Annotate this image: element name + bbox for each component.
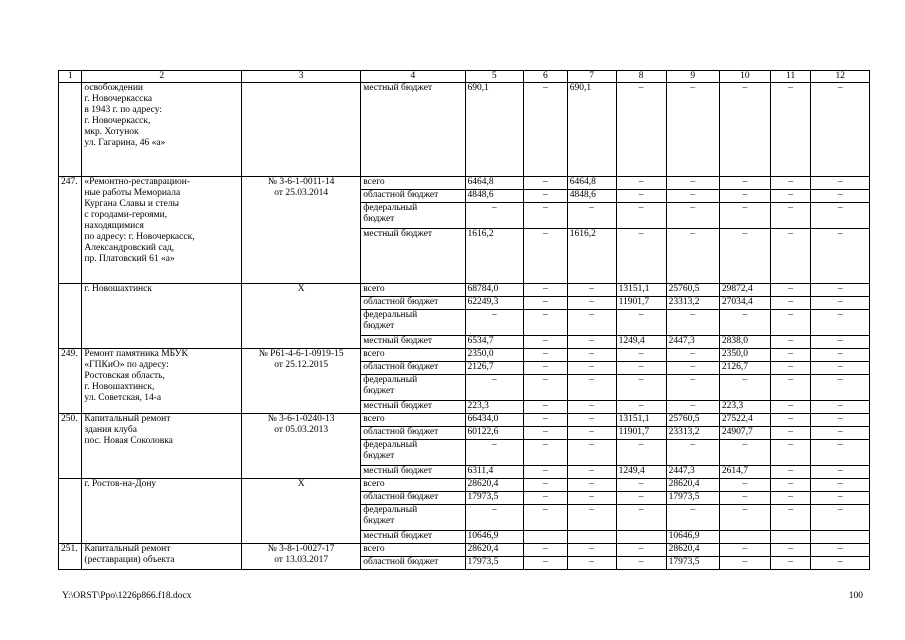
footer-file-path: Y:\ORST\Ppo\1226p866.f18.docx [62,591,192,601]
amount-cell: – [524,544,568,557]
amount-cell: 17973,5 [666,492,719,505]
amount-cell: 13151,1 [616,284,666,297]
amount-cell: 66434,0 [465,414,524,427]
amount-cell: – [770,349,810,362]
amount-cell: – [770,466,810,479]
amount-cell: – [616,544,666,557]
amount-cell: 68784,0 [465,284,524,297]
amount-cell: – [770,492,810,505]
amount-cell: – [465,505,524,531]
amount-cell: – [666,203,719,229]
amount-cell: – [616,362,666,375]
amount-cell: 4848,6 [465,190,524,203]
document-number-cell: № 3-8-1-0027-17 от 13.03.2017 [242,544,361,570]
amount-cell: 28620,4 [465,544,524,557]
amount-cell: – [567,479,616,492]
amount-cell: – [524,466,568,479]
document-number-cell: Х [242,479,361,544]
header-cell: 6 [524,71,568,83]
amount-cell: – [770,83,810,177]
amount-cell: – [770,203,810,229]
amount-cell: – [811,362,870,375]
amount-cell: 25760,5 [666,414,719,427]
amount-cell: – [666,505,719,531]
amount-cell: – [524,297,568,310]
amount-cell: – [666,401,719,414]
amount-cell [719,531,770,544]
object-description-cell: «Ремонтно-реставрацион- ные работы Мемориала Кургана Славы и стелы с городами-героями, находящимися по адресу: г. Новочеркасск, Александровский сад, пр. Платовский 61 «а» [82,177,242,284]
amount-cell: – [616,190,666,203]
amount-cell: – [770,557,810,570]
amount-cell: – [567,375,616,401]
amount-cell: – [770,414,810,427]
amount-cell: – [719,557,770,570]
amount-cell: – [719,375,770,401]
funding-source-cell: всего [361,177,465,190]
funding-source-cell: всего [361,284,465,297]
amount-cell: 223,3 [719,401,770,414]
amount-cell: – [524,479,568,492]
amount-cell: – [666,440,719,466]
row-number-cell [59,83,82,177]
funding-source-cell: местный бюджет [361,83,465,177]
amount-cell: – [719,440,770,466]
amount-cell: – [811,229,870,284]
table-row [59,177,870,190]
document-number-cell: № 3-6-1-0011-14 от 25.03.2014 [242,177,361,284]
object-description-cell: Ремонт памятника МБУК «ГПКиО» по адресу: Ростовская область, г. Новошахтинск, ул. Советская, 14-а [82,349,242,414]
amount-cell: 17973,5 [666,557,719,570]
amount-cell: – [465,375,524,401]
amount-cell: – [811,557,870,570]
amount-cell: – [567,310,616,336]
amount-cell: – [719,229,770,284]
header-cell: 3 [242,71,361,83]
amount-cell: – [616,479,666,492]
amount-cell: – [524,177,568,190]
amount-cell: – [616,505,666,531]
amount-cell: – [524,83,568,177]
amount-cell: – [666,310,719,336]
amount-cell: – [524,349,568,362]
amount-cell: 1616,2 [567,229,616,284]
amount-cell: – [524,284,568,297]
funding-source-cell: местный бюджет [361,531,465,544]
amount-cell: – [524,427,568,440]
amount-cell: – [524,362,568,375]
amount-cell: – [811,401,870,414]
amount-cell: – [811,544,870,557]
amount-cell: – [770,229,810,284]
amount-cell: 2350,0 [719,349,770,362]
amount-cell: 10646,9 [666,531,719,544]
amount-cell: – [567,466,616,479]
amount-cell: – [567,492,616,505]
amount-cell: 27522,4 [719,414,770,427]
amount-cell: – [770,427,810,440]
amount-cell: – [811,203,870,229]
funding-source-cell: областной бюджет [361,190,465,203]
header-cell: 12 [811,71,870,83]
document-number-cell [242,83,361,177]
amount-cell: – [719,203,770,229]
amount-cell: – [719,544,770,557]
amount-cell: – [616,401,666,414]
amount-cell: – [770,190,810,203]
amount-cell: – [666,177,719,190]
amount-cell: 2126,7 [465,362,524,375]
amount-cell: – [524,414,568,427]
amount-cell: – [567,557,616,570]
amount-cell: 17973,5 [465,492,524,505]
amount-cell: 2447,3 [666,466,719,479]
funding-source-cell: местный бюджет [361,466,465,479]
funding-source-cell: федеральный бюджет [361,505,465,531]
amount-cell: – [719,492,770,505]
amount-cell: – [719,479,770,492]
amount-cell: 17973,5 [465,557,524,570]
row-number-cell [59,284,82,349]
amount-cell: – [524,505,568,531]
amount-cell: – [770,544,810,557]
amount-cell: – [666,83,719,177]
amount-cell: – [567,414,616,427]
amount-cell: – [567,284,616,297]
amount-cell: – [567,401,616,414]
amount-cell: – [567,505,616,531]
amount-cell: – [666,349,719,362]
amount-cell: 10646,9 [465,531,524,544]
row-number-cell: 249. [59,349,82,414]
footer-page-number: 100 [848,591,863,601]
amount-cell: 28620,4 [465,479,524,492]
object-description-cell: Капитальный ремонт здания клуба пос. Новая Соколовка [82,414,242,479]
funding-source-cell: областной бюджет [361,492,465,505]
amount-cell: – [811,375,870,401]
amount-cell: – [465,440,524,466]
amount-cell: – [616,229,666,284]
amount-cell: – [719,83,770,177]
amount-cell: – [524,401,568,414]
header-cell: 5 [465,71,524,83]
budget-table [58,70,870,570]
amount-cell: 2350,0 [465,349,524,362]
amount-cell: – [616,492,666,505]
amount-cell: – [567,203,616,229]
amount-cell: – [616,83,666,177]
header-row [59,71,870,83]
amount-cell: – [524,375,568,401]
funding-source-cell: всего [361,414,465,427]
row-number-cell: 251. [59,544,82,570]
amount-cell: – [465,310,524,336]
amount-cell: – [811,414,870,427]
amount-cell: – [616,310,666,336]
amount-cell: – [811,284,870,297]
amount-cell: – [666,190,719,203]
amount-cell: – [567,297,616,310]
table-row [59,544,870,557]
amount-cell [524,531,568,544]
object-description-cell: освобождении г. Новочеркасска в 1943 г. по адресу: г. Новочеркасск, мкр. Хотунок ул. Гагарина, 46 «а» [82,83,242,177]
amount-cell: – [811,492,870,505]
amount-cell: – [567,427,616,440]
amount-cell: – [524,336,568,349]
header-cell: 8 [616,71,666,83]
amount-cell [616,531,666,544]
header-cell: 2 [82,71,242,83]
table-row [59,349,870,362]
row-number-cell: 247. [59,177,82,284]
amount-cell: 28620,4 [666,479,719,492]
amount-cell [567,531,616,544]
funding-source-cell: местный бюджет [361,229,465,284]
funding-source-cell: областной бюджет [361,557,465,570]
amount-cell: – [524,440,568,466]
amount-cell: – [524,492,568,505]
amount-cell: – [524,310,568,336]
table-row [59,83,870,177]
amount-cell: 223,3 [465,401,524,414]
funding-source-cell: местный бюджет [361,336,465,349]
amount-cell: 13151,1 [616,414,666,427]
object-description-cell: г. Новошахтинск [82,284,242,349]
amount-cell: – [811,336,870,349]
funding-source-cell: всего [361,349,465,362]
header-cell: 1 [59,71,82,83]
amount-cell: – [524,190,568,203]
amount-cell: – [770,505,810,531]
amount-cell: – [770,177,810,190]
object-description-cell: г. Ростов-на-Дону [82,479,242,544]
amount-cell: – [616,375,666,401]
amount-cell: 2614,7 [719,466,770,479]
funding-source-cell: всего [361,479,465,492]
table-row [59,284,870,297]
amount-cell: 1249,4 [616,336,666,349]
amount-cell: – [567,362,616,375]
amount-cell: – [465,203,524,229]
amount-cell: – [616,440,666,466]
amount-cell: – [811,349,870,362]
amount-cell: 24907,7 [719,427,770,440]
amount-cell: 28620,4 [666,544,719,557]
funding-source-cell: областной бюджет [361,297,465,310]
amount-cell: – [770,401,810,414]
header-cell: 10 [719,71,770,83]
amount-cell: 4848,6 [567,190,616,203]
amount-cell: – [567,440,616,466]
row-number-cell [59,479,82,544]
funding-source-cell: областной бюджет [361,427,465,440]
document-number-cell: № Р61-4-6-1-0919-15 от 25.12.2015 [242,349,361,414]
amount-cell: 6464,8 [465,177,524,190]
amount-cell: – [811,466,870,479]
amount-cell: – [811,83,870,177]
amount-cell: 690,1 [567,83,616,177]
funding-source-cell: областной бюджет [361,362,465,375]
amount-cell: – [616,557,666,570]
amount-cell: 23313,2 [666,297,719,310]
amount-cell: 29872,4 [719,284,770,297]
amount-cell: 25760,5 [666,284,719,297]
amount-cell: 11901,7 [616,427,666,440]
amount-cell: 2447,3 [666,336,719,349]
amount-cell: 6464,8 [567,177,616,190]
amount-cell: 1616,2 [465,229,524,284]
amount-cell: – [811,297,870,310]
amount-cell: – [811,190,870,203]
funding-source-cell: федеральный бюджет [361,310,465,336]
amount-cell: 2838,0 [719,336,770,349]
funding-source-cell: всего [361,544,465,557]
header-cell: 7 [567,71,616,83]
row-number-cell: 250. [59,414,82,479]
amount-cell: – [567,349,616,362]
amount-cell: – [524,229,568,284]
amount-cell: – [719,505,770,531]
amount-cell: – [666,229,719,284]
amount-cell: – [811,479,870,492]
amount-cell: – [524,203,568,229]
amount-cell: 62249,3 [465,297,524,310]
amount-cell: 690,1 [465,83,524,177]
funding-source-cell: местный бюджет [361,401,465,414]
funding-source-cell: федеральный бюджет [361,440,465,466]
amount-cell: – [770,375,810,401]
amount-cell: 2126,7 [719,362,770,375]
amount-cell: – [770,336,810,349]
document-number-cell: № 3-6-1-0240-13 от 05.03.2013 [242,414,361,479]
header-cell: 11 [770,71,810,83]
amount-cell: – [719,190,770,203]
amount-cell: 27034,4 [719,297,770,310]
amount-cell: 11901,7 [616,297,666,310]
funding-source-cell: федеральный бюджет [361,203,465,229]
amount-cell [811,531,870,544]
amount-cell: 23313,2 [666,427,719,440]
document-number-cell: Х [242,284,361,349]
amount-cell: – [616,349,666,362]
amount-cell: – [524,557,568,570]
amount-cell: – [666,362,719,375]
amount-cell: – [811,177,870,190]
table-row [59,414,870,427]
header-cell: 4 [361,71,465,83]
amount-cell: – [770,297,810,310]
amount-cell: – [811,440,870,466]
amount-cell: – [770,362,810,375]
amount-cell: – [719,177,770,190]
funding-source-cell: федеральный бюджет [361,375,465,401]
amount-cell: – [567,544,616,557]
amount-cell: 60122,6 [465,427,524,440]
amount-cell: – [770,479,810,492]
amount-cell: – [616,177,666,190]
amount-cell: – [666,375,719,401]
amount-cell: – [770,284,810,297]
table-row [59,479,870,492]
amount-cell: – [770,310,810,336]
amount-cell: – [811,427,870,440]
amount-cell: – [567,336,616,349]
amount-cell: 1249,4 [616,466,666,479]
amount-cell: – [719,310,770,336]
amount-cell: – [811,505,870,531]
amount-cell: 6311,4 [465,466,524,479]
object-description-cell: Капитальный ремонт (реставрация) объекта [82,544,242,570]
amount-cell: – [616,203,666,229]
header-cell: 9 [666,71,719,83]
amount-cell: 6534,7 [465,336,524,349]
amount-cell: – [770,440,810,466]
amount-cell [770,531,810,544]
amount-cell: – [811,310,870,336]
